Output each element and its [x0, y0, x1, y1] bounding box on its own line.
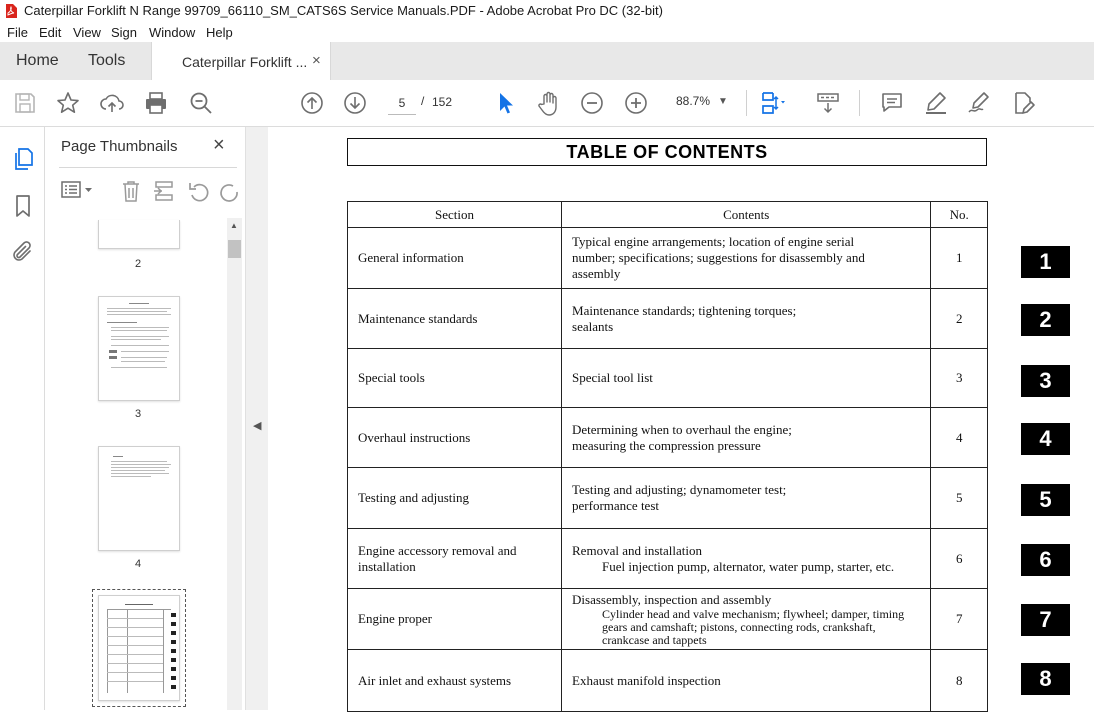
page-thumbnail-selected[interactable] [98, 595, 180, 701]
tab-close-icon[interactable]: × [312, 52, 321, 69]
menu-bar [0, 22, 1094, 42]
print-icon[interactable] [143, 90, 169, 116]
number-cell: 6 [931, 529, 988, 589]
menu-window[interactable]: Window [149, 25, 196, 40]
section-tab-marker: 1 [1021, 246, 1070, 278]
page-thumbnail[interactable] [98, 446, 180, 551]
panel-close-icon[interactable]: × [213, 134, 225, 156]
table-row [348, 589, 988, 650]
window-title: Caterpillar Forklift N Range 99709_66110_SM_CATS6S Service Manuals.PDF - Adobe Acrobat Pro DC (32-bit) [24, 3, 663, 18]
thumbnail-scrollbar[interactable] [227, 218, 242, 710]
number-cell: 7 [931, 589, 988, 650]
menu-sign[interactable]: Sign [111, 25, 138, 40]
toc-table [347, 201, 988, 712]
page-display-icon[interactable] [759, 90, 785, 116]
upload-cloud-icon[interactable] [99, 90, 125, 116]
zoom-dropdown-icon[interactable]: ▼ [718, 96, 728, 107]
thumbnail-page-label: 3 [134, 408, 142, 420]
page-thumbnails-icon[interactable] [11, 147, 35, 171]
bookmarks-icon[interactable] [12, 194, 34, 218]
page-thumbnail[interactable] [98, 296, 180, 401]
section-cell: Air inlet and exhaust systems [348, 650, 562, 712]
contents-cell: Exhaust manifold inspection [562, 650, 931, 712]
contents-cell: Typical engine arrangements; location of engine serial number; specifications; suggestions for disassembly and assembly [562, 228, 931, 289]
tab-document-label: Caterpillar Forklift ... [182, 54, 308, 70]
contents-cell: Determining when to overhaul the engine; measuring the compression pressure [562, 408, 931, 468]
number-cell: 4 [931, 408, 988, 468]
section-cell: General information [348, 228, 562, 289]
panel-splitter[interactable] [245, 127, 268, 710]
toolbar-divider [746, 90, 747, 116]
menu-view[interactable]: View [73, 25, 101, 40]
thumbnail-page-label: 2 [134, 258, 142, 270]
contents-cell: Testing and adjusting; dynamometer test; performance test [562, 468, 931, 529]
panel-divider [59, 167, 237, 168]
section-cell: Special tools [348, 349, 562, 408]
table-header-row [348, 202, 988, 228]
panel-title: Page Thumbnails [61, 138, 178, 155]
zoom-in-icon[interactable] [623, 90, 649, 116]
thumbnail-page-label: 4 [134, 558, 142, 570]
table-row [348, 529, 988, 589]
number-cell: 3 [931, 349, 988, 408]
bookmark-star-icon[interactable] [55, 90, 81, 116]
title-bar [0, 0, 1094, 22]
section-cell: Maintenance standards [348, 289, 562, 349]
table-row [348, 228, 988, 289]
delete-pages-icon[interactable] [119, 179, 143, 203]
contents-cell: Disassembly, inspection and assembly Cylinder head and valve mechanism; flywheel; damper, timing gears and camshaft; pistons, connecting rods, crankshaft, crankcase and tappets [562, 589, 931, 650]
page-thumbnail[interactable] [98, 220, 180, 249]
section-cell: Testing and adjusting [348, 468, 562, 529]
next-page-icon[interactable] [342, 90, 368, 116]
total-pages: 152 [432, 95, 453, 109]
section-tab-marker: 5 [1021, 484, 1070, 516]
number-cell: 8 [931, 650, 988, 712]
table-row [348, 349, 988, 408]
rotate-clockwise-icon[interactable] [219, 179, 239, 203]
acrobat-pdf-icon [5, 4, 17, 18]
tab-home[interactable]: Home [16, 52, 59, 69]
navigation-rail [0, 127, 45, 710]
toolbar-divider [859, 90, 860, 116]
comment-icon[interactable] [879, 90, 905, 116]
header-section: Section [348, 202, 562, 228]
scroll-mode-icon[interactable] [815, 90, 841, 116]
tab-tools[interactable]: Tools [88, 52, 126, 69]
section-tab-marker: 3 [1021, 365, 1070, 397]
section-tab-marker: 2 [1021, 304, 1070, 336]
toc-title: TABLE OF CONTENTS [347, 138, 987, 166]
zoom-out-icon[interactable] [579, 90, 605, 116]
previous-page-icon[interactable] [299, 90, 325, 116]
toolbar [0, 80, 1094, 127]
select-cursor-icon[interactable] [492, 90, 518, 116]
section-cell: Engine accessory removal and installation [348, 529, 562, 589]
table-row [348, 468, 988, 529]
highlight-pen-icon[interactable] [923, 90, 949, 116]
thumbnail-options-icon[interactable] [60, 179, 96, 201]
save-icon[interactable] [12, 90, 38, 116]
page-number-input[interactable]: 5 [388, 92, 416, 115]
zoom-search-icon[interactable] [188, 90, 214, 116]
sign-icon[interactable] [966, 90, 992, 116]
number-cell: 5 [931, 468, 988, 529]
number-cell: 2 [931, 289, 988, 349]
section-tab-marker: 7 [1021, 604, 1070, 636]
section-cell: Overhaul instructions [348, 408, 562, 468]
edit-pdf-icon[interactable] [1010, 90, 1036, 116]
scrollbar-thumb[interactable] [228, 240, 241, 258]
menu-help[interactable]: Help [206, 25, 233, 40]
hand-tool-icon[interactable] [536, 90, 562, 116]
table-row [348, 650, 988, 712]
insert-pages-icon[interactable] [152, 179, 176, 203]
table-row [348, 408, 988, 468]
zoom-level-input[interactable]: 88.7% [675, 94, 711, 108]
page-thumbnails-panel [45, 127, 245, 710]
tab-document[interactable] [151, 42, 331, 81]
contents-cell: Maintenance standards; tightening torques; sealants [562, 289, 931, 349]
scroll-up-icon[interactable]: ▲ [230, 221, 238, 230]
header-contents: Contents [562, 202, 931, 228]
section-cell: Engine proper [348, 589, 562, 650]
collapse-panel-icon[interactable]: ◀ [253, 420, 262, 432]
section-tab-marker: 6 [1021, 544, 1070, 576]
number-cell: 1 [931, 228, 988, 289]
contents-cell: Special tool list [562, 349, 931, 408]
contents-cell: Removal and installation Fuel injection pump, alternator, water pump, starter, etc. [562, 529, 931, 589]
attachments-icon[interactable] [11, 240, 35, 264]
table-row [348, 289, 988, 349]
section-tab-marker: 8 [1021, 663, 1070, 695]
menu-edit[interactable]: Edit [39, 25, 62, 40]
rotate-counterclockwise-icon[interactable] [186, 179, 210, 203]
section-tab-marker: 4 [1021, 423, 1070, 455]
menu-file[interactable]: File [7, 25, 28, 40]
page-separator: / [421, 94, 425, 108]
header-no: No. [931, 202, 988, 228]
tab-bar [0, 42, 1094, 81]
